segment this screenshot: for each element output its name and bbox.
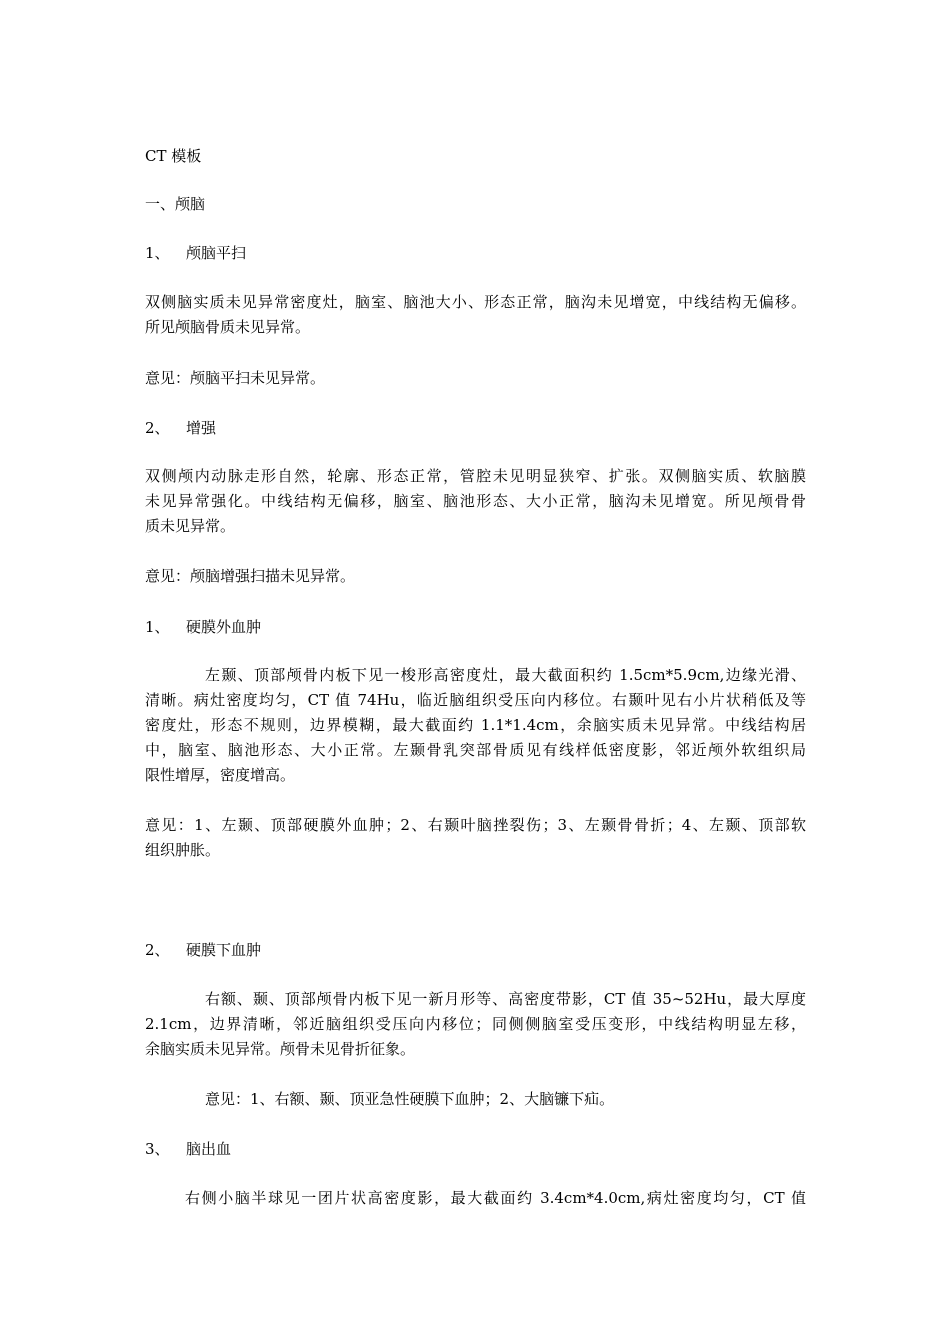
item-heading-subdural	[145, 940, 261, 960]
paragraph-line: 余脑实质未见异常。颅骨未见骨折征象。	[145, 1040, 416, 1058]
item-number: 3、	[145, 1140, 170, 1158]
paragraph-line: 右额、颞、顶部颅骨内板下见一新月形等、高密度带影，CT 值 35~52Hu，最大厚度	[205, 990, 806, 1008]
item-heading-enhanced	[145, 418, 216, 438]
paragraph-line: 未见异常强化。中线结构无偏移，脑室、脑池形态、大小正常，脑沟未见增宽。所见颅骨骨	[145, 492, 806, 510]
paragraph-line: 密度灶，形态不规则，边界模糊，最大截面约 1.1*1.4cm，余脑实质未见异常。中线结构居	[145, 716, 806, 734]
item-heading-plain-scan	[145, 243, 246, 263]
document-title: CT 模板	[145, 147, 202, 165]
item-title: 硬膜下血肿	[186, 941, 262, 959]
section-heading-cranial: 一、颅脑	[145, 195, 206, 213]
opinion-line: 意见：1、左颞、顶部硬膜外血肿；2、右颞叶脑挫裂伤；3、左颞骨骨折；4、左颞、顶部软	[145, 816, 806, 834]
item-title: 脑出血	[186, 1140, 232, 1158]
item-title: 颅脑平扫	[186, 244, 247, 262]
opinion-line: 意见：颅脑增强扫描未见异常。	[145, 567, 356, 585]
item-heading-hemorrhage	[145, 1139, 231, 1159]
paragraph-line: 限性增厚，密度增高。	[145, 766, 296, 784]
item-number: 2、	[145, 419, 170, 437]
paragraph-line: 左颞、顶部颅骨内板下见一梭形高密度灶，最大截面积约 1.5cm*5.9cm,边缘光滑、	[205, 666, 806, 684]
item-number: 2、	[145, 941, 170, 959]
item-title: 增强	[186, 419, 217, 437]
paragraph-line: 清晰。病灶密度均匀，CT 值 74Hu，临近脑组织受压向内移位。右颞叶见右小片状稍低及等	[145, 691, 806, 709]
paragraph-line: 所见颅脑骨质未见异常。	[145, 318, 311, 336]
paragraph-line: 双侧脑实质未见异常密度灶，脑室、脑池大小、形态正常，脑沟未见增宽，中线结构无偏移。	[145, 293, 806, 311]
paragraph-line: 双侧颅内动脉走形自然，轮廓、形态正常，管腔未见明显狭窄、扩张。双侧脑实质、软脑膜	[145, 467, 806, 485]
paragraph-line: 右侧小脑半球见一团片状高密度影，最大截面约 3.4cm*4.0cm,病灶密度均匀，CT 值	[185, 1189, 806, 1207]
opinion-line: 意见：颅脑平扫未见异常。	[145, 369, 326, 387]
opinion-line: 组织肿胀。	[145, 841, 221, 859]
item-number: 1、	[145, 618, 170, 636]
item-number: 1、	[145, 244, 170, 262]
item-heading-epidural	[145, 617, 261, 637]
item-title: 硬膜外血肿	[186, 618, 262, 636]
paragraph-line: 质未见异常。	[145, 517, 236, 535]
opinion-line: 意见：1、右额、颞、顶亚急性硬膜下血肿；2、大脑镰下疝。	[205, 1090, 615, 1108]
paragraph-line: 2.1cm，边界清晰，邻近脑组织受压向内移位；同侧侧脑室受压变形，中线结构明显左移，	[145, 1015, 806, 1033]
paragraph-line: 中，脑室、脑池形态、大小正常。左颞骨乳突部骨质见有线样低密度影，邻近颅外软组织局	[145, 741, 806, 759]
